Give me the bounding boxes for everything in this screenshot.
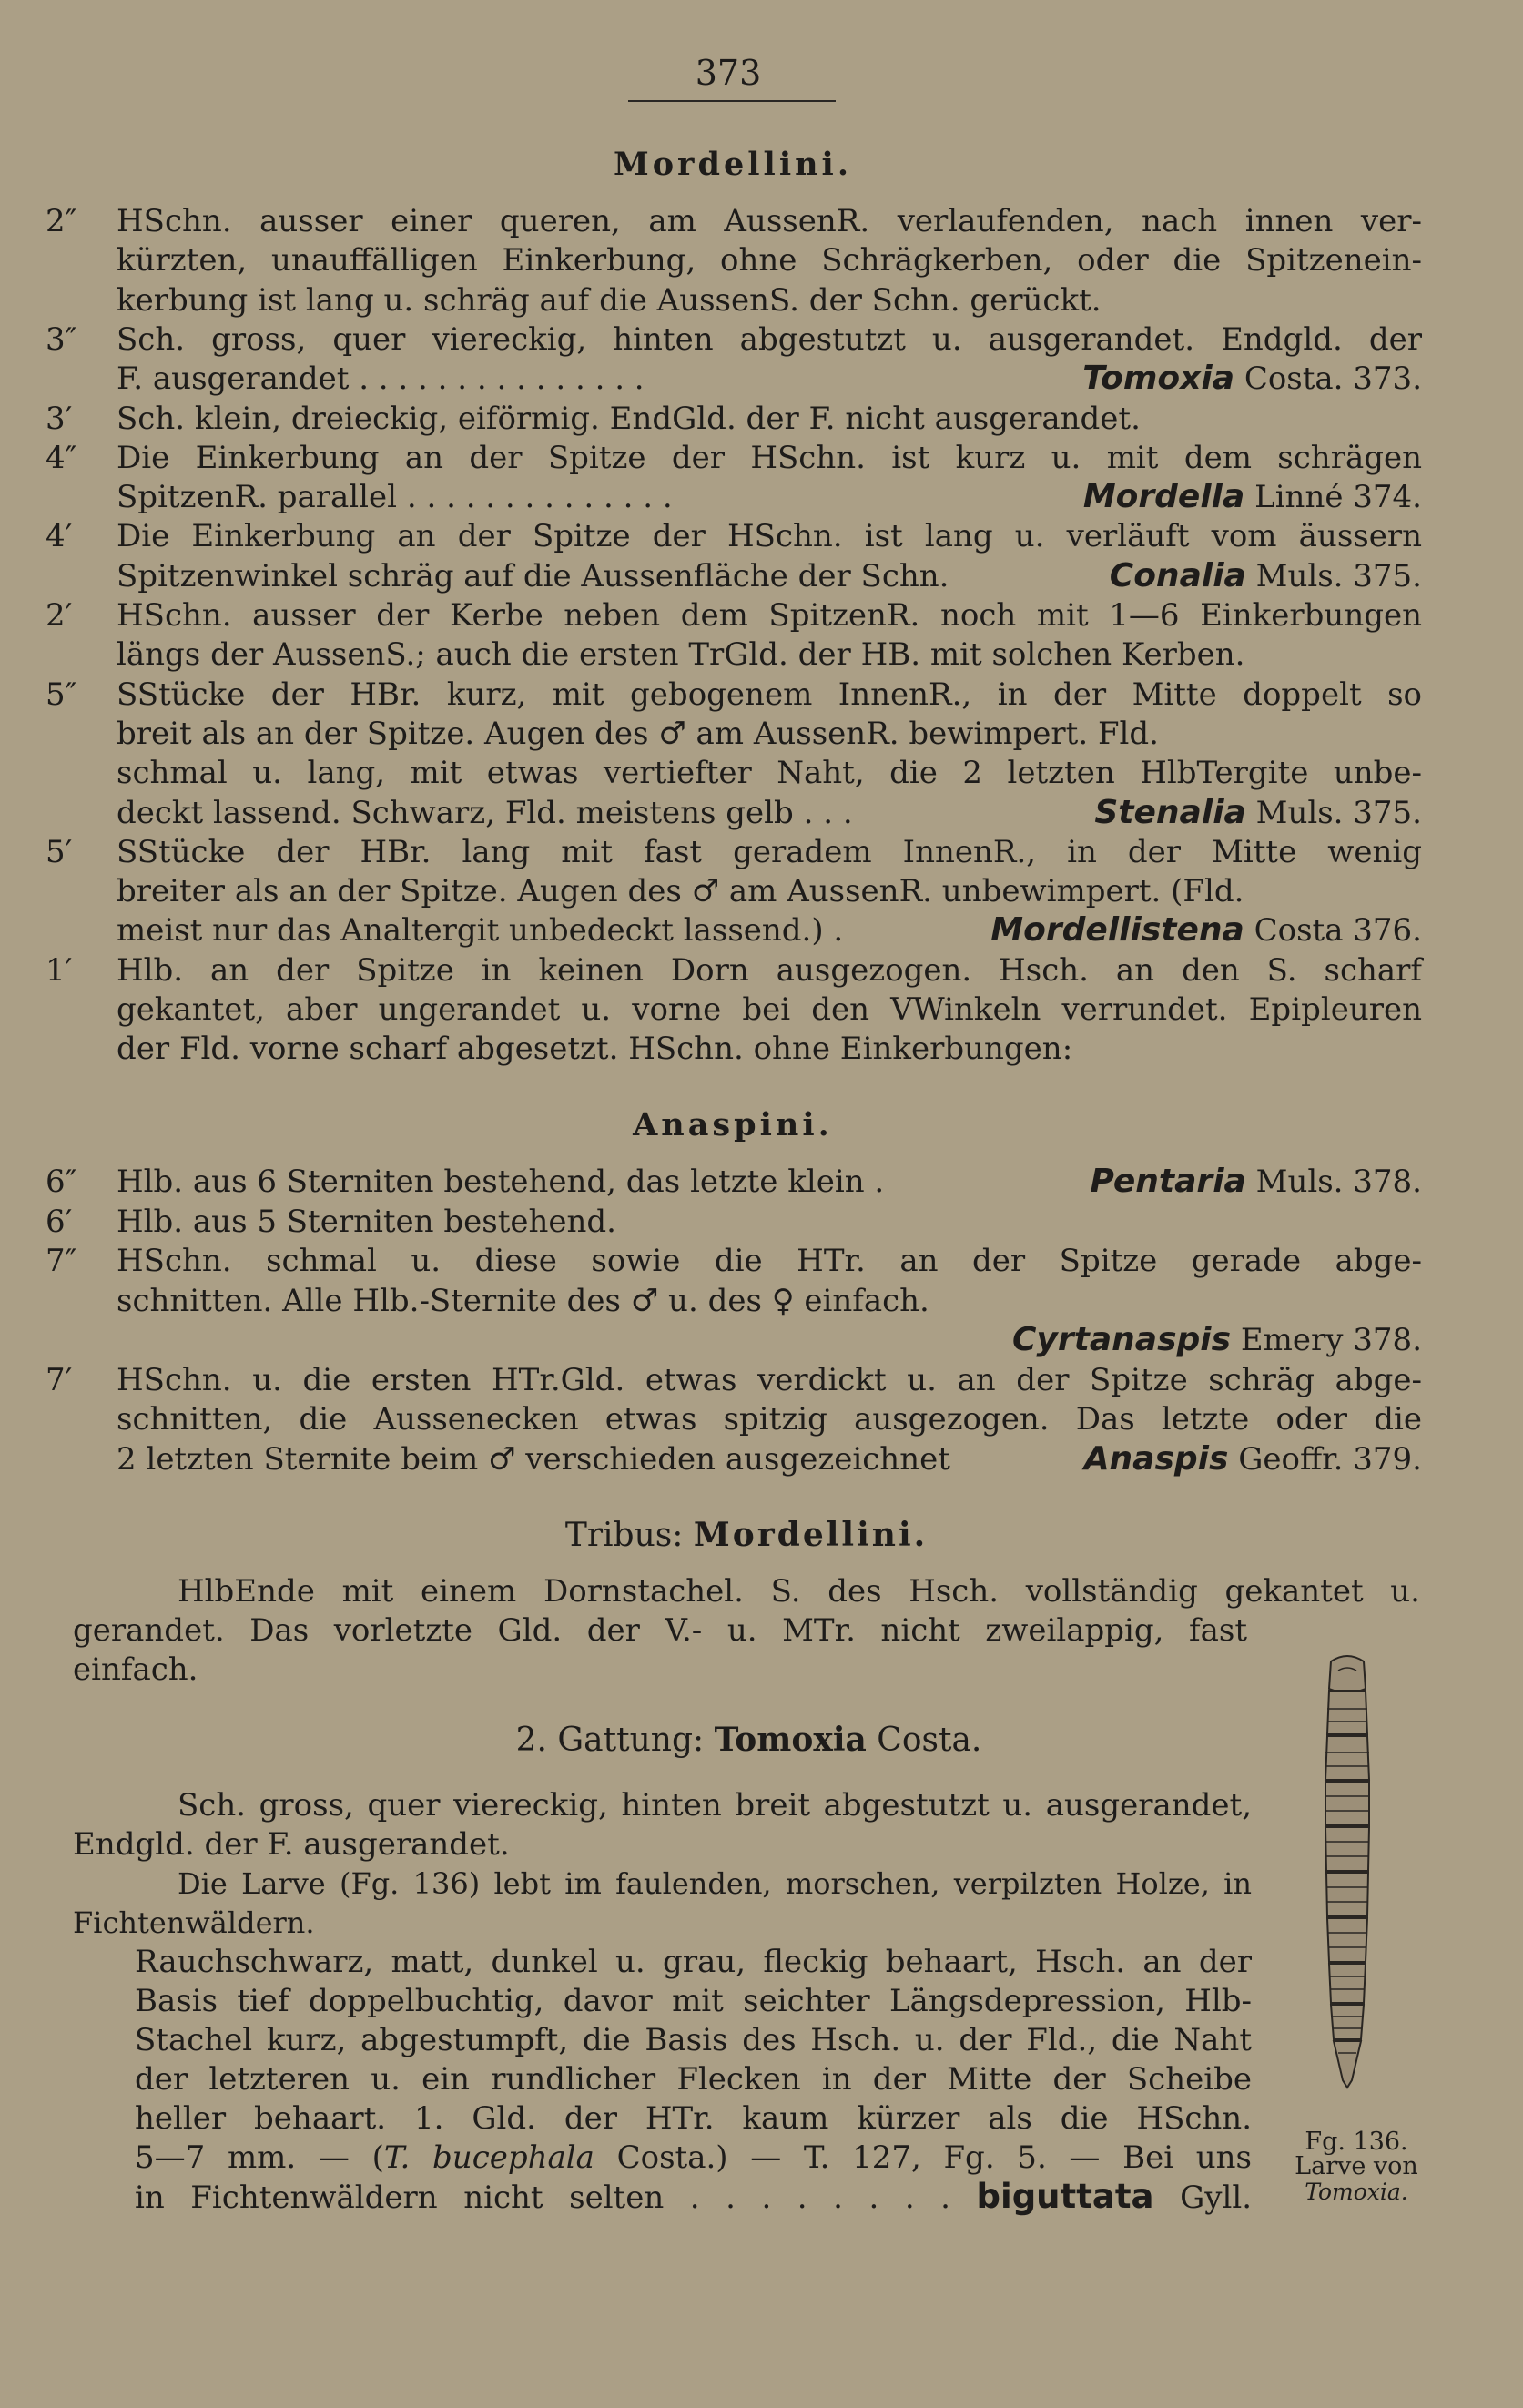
species-text-line: heller behaart. 1. Gld. der HTr. kaum kürzer als die HSchn. (135, 2100, 1252, 2137)
key-line (47, 241, 1422, 279)
genus-author: Costa 376. (1254, 912, 1422, 950)
key-text: Spitzenwinkel schräg auf die Aussenfläche der Schn. (117, 557, 949, 594)
key-line (47, 557, 1422, 595)
key-line (47, 1242, 1422, 1280)
tribus-name: Mordellini. (693, 1516, 929, 1554)
key-line (47, 1440, 1422, 1478)
genus-author: Muls. 378. (1255, 1163, 1422, 1200)
key-line (47, 794, 1422, 832)
genus-name: Tomoxia (1082, 360, 1234, 398)
heading-anaspini: Anaspini. (633, 1106, 833, 1143)
key-line (47, 320, 1422, 359)
key-line (47, 754, 1422, 792)
figure-caption-number: Fg. 136. (1305, 2128, 1408, 2156)
key-line (47, 439, 1422, 477)
figure-caption-genus: Tomoxia. (1305, 2179, 1408, 2205)
synonym-name: T. bucephala (383, 2139, 594, 2176)
gattung-prefix: 2. Gattung: (515, 1722, 705, 1759)
genus-name: Cyrtanaspis (1012, 1321, 1232, 1358)
genus-name: Mordellistena (990, 911, 1244, 950)
genus-author: Costa. 373. (1244, 361, 1422, 398)
key-number: 5′ (46, 833, 73, 870)
key-text: längs der AussenS.; auch die ersten TrGld. der HB. mit solchen Kerben. (117, 636, 1245, 674)
key-text: deckt lassend. Schwarz, Fld. meistens gelb . . . (117, 794, 853, 831)
species-text-line: in Fichtenwäldern nicht selten . . . . . . . . biguttata Gyll. (135, 2177, 1253, 2216)
key-number: 3′ (46, 400, 73, 437)
key-text: schmal u. lang, mit etwas vertiefter Naht, die 2 letzten HlbTergite unbe- (117, 755, 1422, 792)
page-number: 373 (695, 53, 762, 93)
species-text-line: der letzteren u. ein rundlicher Flecken in der Mitte der Scheibe (135, 2061, 1252, 2098)
key-text: Sch. klein, dreieckig, eiförmig. EndGld. der F. nicht ausgerandet. (117, 400, 1141, 437)
key-text: Hlb. an der Spitze in keinen Dorn ausgezogen. Hsch. an den S. scharf (117, 951, 1422, 989)
key-line (47, 1282, 1422, 1320)
key-line (47, 281, 1422, 320)
key-line (47, 715, 1422, 753)
gattung-name: Tomoxia (714, 1721, 867, 1759)
genus-author: Geoffr. 379. (1238, 1440, 1422, 1478)
key-text: Hlb. aus 6 Sterniten bestehend, das letzte klein . (117, 1163, 885, 1200)
figure-caption-text: Larve von (1295, 2152, 1418, 2180)
genus-author: Muls. 375. (1255, 557, 1422, 594)
key-line (47, 676, 1422, 714)
key-text: kerbung ist lang u. schräg auf die AussenS. der Schn. gerückt. (117, 281, 1102, 319)
key-text: HSchn. schmal u. diese sowie die HTr. an der Spitze gerade abge- (117, 1243, 1422, 1279)
key-number: 7″ (46, 1243, 77, 1279)
key-text: SpitzenR. parallel . . . . . . . . . . . . . . (117, 479, 673, 516)
key-text: Die Einkerbung an der Spitze der HSchn. ist lang u. verläuft vom äussern (117, 518, 1422, 555)
key-text: HSchn. ausser einer queren, am AussenR. verlaufenden, nach innen ver- (117, 203, 1422, 239)
key-text: F. ausgerandet . . . . . . . . . . . . . . . (117, 361, 645, 398)
key-number: 2′ (46, 597, 73, 634)
key-text: 2 letzten Sternite beim ♂ verschieden ausgezeichnet (117, 1440, 950, 1478)
tribus-prefix: Tribus: (564, 1517, 684, 1554)
key-text: HSchn. ausser der Kerbe neben dem SpitzenR. noch mit 1—6 Einkerbungen (117, 597, 1422, 634)
key-text: Die Einkerbung an der Spitze der HSchn. ist kurz u. mit dem schrägen (117, 439, 1422, 476)
species-author: Gyll. (1180, 2179, 1253, 2216)
key-line (47, 991, 1422, 1029)
genus-name: Mordella (1082, 478, 1245, 516)
key-line (47, 833, 1422, 871)
key-line (47, 517, 1422, 555)
key-line (47, 1163, 1422, 1201)
key-line (47, 872, 1422, 910)
key-line (47, 202, 1422, 240)
genus-author: Linné 374. (1254, 479, 1422, 516)
key-line (47, 478, 1422, 516)
key-number: 6′ (46, 1203, 73, 1240)
key-line (47, 911, 1422, 950)
key-text: meist nur das Analtergit unbedeckt lassend.) . (117, 912, 844, 950)
key-number: 2″ (46, 203, 77, 239)
species-text-line: Rauchschwarz, matt, dunkel u. grau, fleckig behaart, Hsch. an der (135, 1944, 1252, 1980)
heading-mordellini: Mordellini. (613, 146, 853, 183)
key-number: 6″ (46, 1163, 77, 1200)
key-text: SStücke der HBr. lang mit fast geradem InnenR., in der Mitte wenig (117, 833, 1422, 870)
species-text-line: 5—7 mm. — (T. bucephala Costa.) — T. 127, Fg. 5. — Bei uns (135, 2139, 1253, 2176)
gattung-text-line: Sch. gross, quer viereckig, hinten breit abgestutzt u. ausgerandet, (178, 1787, 1252, 1824)
genus-name: Anaspis (1083, 1439, 1229, 1478)
tribus-text-line: HlbEnde mit einem Dornstachel. S. des Hsch. vollständig gekantet u. (178, 1573, 1420, 1610)
species-text-line: Basis tief doppelbuchtig, davor mit seichter Längsdepression, Hlb- (135, 1983, 1252, 2019)
key-number: 7′ (46, 1361, 73, 1398)
species-text-line: Stachel kurz, abgestumpft, die Basis des Hsch. u. der Fld., die Naht (135, 2022, 1252, 2058)
gattung-author: Costa. (877, 1722, 982, 1759)
key-number: 4′ (46, 518, 73, 555)
genus-name: Conalia (1109, 556, 1246, 594)
key-line (47, 951, 1422, 990)
key-text: Sch. gross, quer viereckig, hinten abgestutzt u. ausgerandet. Endgld. der (117, 320, 1422, 358)
genus-name: Stenalia (1094, 793, 1246, 831)
gattung-text-line: Die Larve (Fg. 136) lebt im faulenden, morschen, verpilzten Holze, in (178, 1866, 1252, 1901)
genus-author: Muls. 375. (1255, 794, 1422, 831)
key-line (47, 1030, 1422, 1068)
key-text: HSchn. u. die ersten HTr.Gld. etwas verdickt u. an der Spitze schräg abge- (117, 1361, 1422, 1398)
key-number: 1′ (46, 951, 73, 989)
tribus-heading (0, 1516, 1493, 1555)
key-text: Hlb. aus 5 Sterniten bestehend. (117, 1203, 616, 1240)
key-line (47, 596, 1422, 635)
gattung-text-line: Fichtenwäldern. (73, 1905, 315, 1940)
species-name: biguttata (976, 2177, 1154, 2216)
key-text: kürzten, unauffälligen Einkerbung, ohne Schrägkerben, oder die Spitzenein- (117, 242, 1422, 279)
key-text: der Fld. vorne scharf abgesetzt. HSchn. ohne Einkerbungen: (117, 1031, 1073, 1068)
genus-author: Emery 378. (1240, 1322, 1422, 1358)
key-number: 4″ (46, 439, 77, 476)
key-line (47, 1321, 1422, 1359)
key-number: 5″ (46, 676, 77, 713)
key-text: schnitten, die Aussenecken etwas spitzig ausgezogen. Das letzte oder die (117, 1401, 1422, 1438)
larva-illustration (1311, 1652, 1384, 2108)
tribus-text-line: einfach. (73, 1651, 198, 1688)
genus-name: Pentaria (1090, 1163, 1246, 1200)
key-number: 3″ (46, 320, 77, 358)
tribus-text-line: gerandet. Das vorletzte Gld. der V.- u. MTr. nicht zweilappig, fast (73, 1612, 1247, 1649)
key-line (47, 400, 1422, 438)
key-line (47, 1203, 1422, 1241)
header-rule (628, 100, 836, 102)
gattung-heading (0, 1721, 1498, 1760)
key-line (47, 635, 1422, 674)
key-line (47, 360, 1422, 398)
key-line (47, 1361, 1422, 1399)
key-text: gekantet, aber ungerandet u. vorne bei den VWinkeln verrundet. Epipleuren (117, 991, 1422, 1028)
key-text: schnitten. Alle Hlb.-Sternite des ♂ u. des ♀ einfach. (117, 1282, 929, 1319)
key-text: breit als an der Spitze. Augen des ♂ am AussenR. bewimpert. Fld. (117, 715, 1159, 752)
key-line (47, 1400, 1422, 1438)
key-text: SStücke der HBr. kurz, mit gebogenem InnenR., in der Mitte doppelt so (117, 676, 1422, 713)
gattung-text-line: Endgld. der F. ausgerandet. (73, 1826, 510, 1863)
key-text: breiter als an der Spitze. Augen des ♂ am AussenR. unbewimpert. (Fld. (117, 873, 1244, 910)
